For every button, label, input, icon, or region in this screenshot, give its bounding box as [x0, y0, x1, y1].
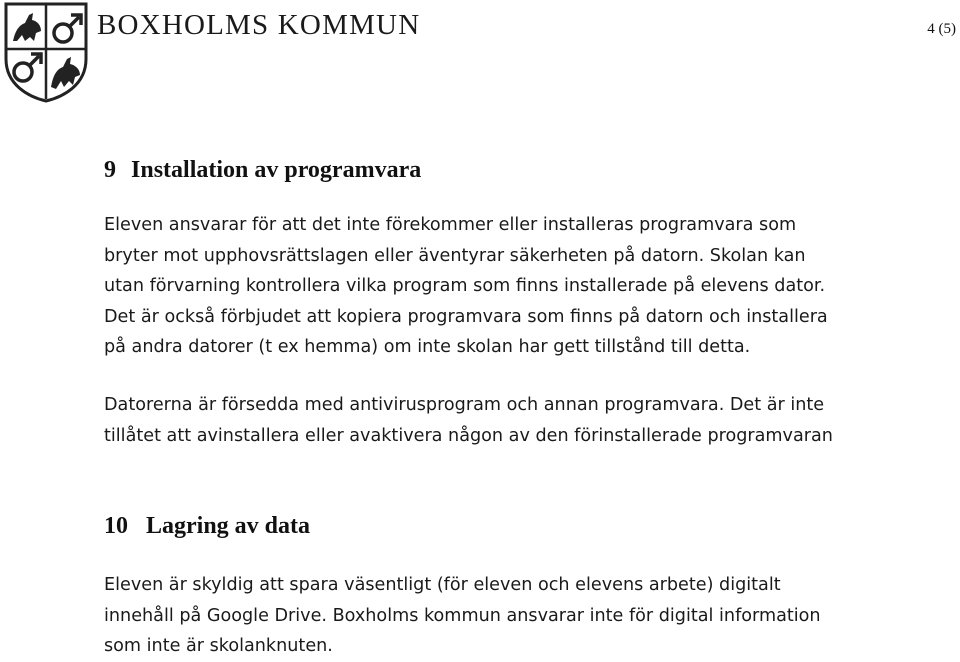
- text-line: som inte är skolanknuten.: [104, 636, 333, 657]
- text-line: Datorerna är försedda med antivirusprogram och annan programvara. Det är inte: [104, 395, 825, 415]
- page-header: [0, 0, 960, 110]
- section-title: Installation av programvara: [131, 157, 422, 183]
- section-number: 10: [104, 513, 128, 539]
- text-line: på andra datorer (t ex hemma) om inte skolan har gett tillstånd till detta.: [104, 337, 751, 358]
- text-line: tillåtet att avinstallera eller avaktivera någon av den förinstallerade programvaran: [104, 425, 833, 446]
- section-heading-10: [104, 513, 310, 540]
- text-line: bryter mot upphovsrättslagen eller äventyrar säkerheten på datorn. Skolan kan: [104, 245, 806, 266]
- paragraph: [104, 210, 934, 363]
- organization-name: BOXHOLMS KOMMUN: [97, 9, 421, 41]
- paragraph: [104, 390, 934, 451]
- text-line: Eleven ansvarar för att det inte förekommer eller installeras programvara som: [104, 215, 797, 235]
- text-line: utan förvarning kontrollera vilka program som finns installerade på elevens dator.: [104, 276, 826, 297]
- page-number: 4 (5): [927, 21, 956, 37]
- municipal-coat-of-arms-icon: [3, 1, 89, 103]
- section-number: 9: [104, 157, 116, 183]
- section-title: Lagring av data: [146, 513, 311, 539]
- section-heading-9: [104, 157, 421, 184]
- text-line: innehåll på Google Drive. Boxholms kommun ansvarar inte för digital information: [104, 605, 821, 626]
- text-line: Eleven är skyldig att spara väsentligt (för eleven och elevens arbete) digitalt: [104, 575, 781, 595]
- text-line: Det är också förbjudet att kopiera programvara som finns på datorn och installera: [104, 306, 828, 327]
- paragraph: [104, 570, 934, 662]
